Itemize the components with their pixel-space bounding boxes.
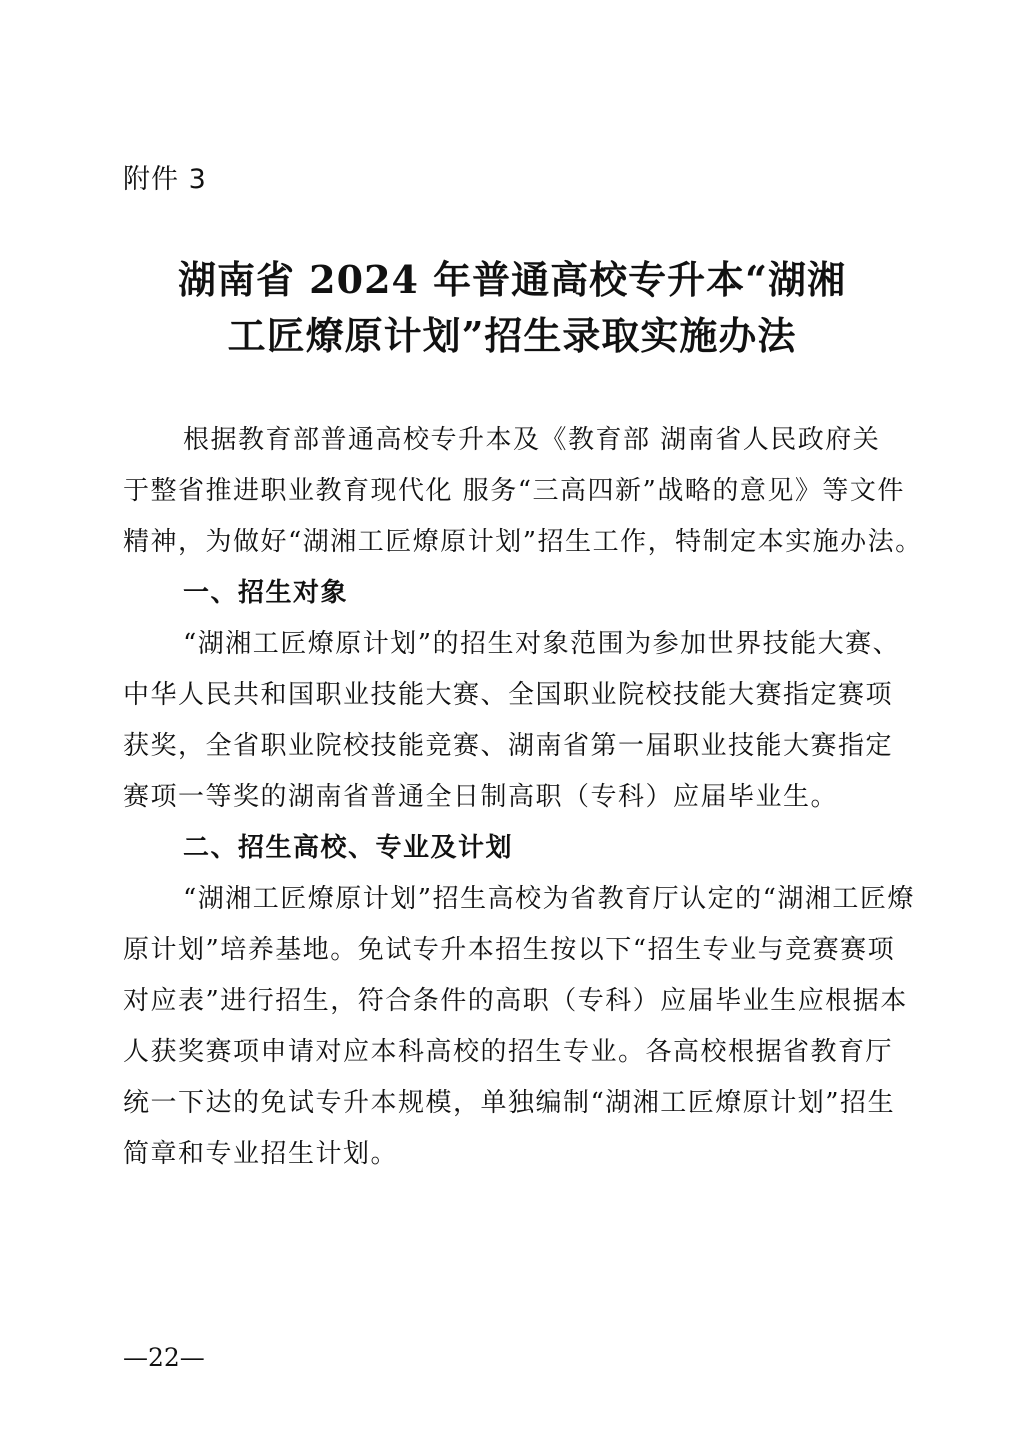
- title-line-1: 湖南省 2024 年普通高校专升本“湖湘: [177, 257, 847, 302]
- paragraph-line: 人获奖赛项申请对应本科高校的招生专业。各高校根据省教育厅: [123, 1037, 894, 1067]
- paragraph-line: “湖湘工匠燎原计划”的招生对象范围为参加世界技能大赛、: [183, 629, 901, 659]
- title-line-2: 工匠燎原计划”招生录取实施办法: [227, 313, 797, 358]
- section-heading: 一、招生对象: [183, 578, 349, 608]
- document-title: [0, 252, 1024, 364]
- paragraph-line: “湖湘工匠燎原计划”招生高校为省教育厅认定的“湖湘工匠燎: [183, 884, 915, 914]
- intro-line: 根据教育部普通高校专升本及《教育部 湖南省人民政府关: [183, 425, 881, 455]
- paragraph-line: 获奖，全省职业院校技能竞赛、湖南省第一届职业技能大赛指定: [123, 731, 894, 761]
- paragraph-line: 简章和专业招生计划。: [123, 1139, 399, 1169]
- intro-line: 于整省推进职业教育现代化 服务“三高四新”战略的意见》等文件: [123, 476, 905, 506]
- paragraph-line: 统一下达的免试专升本规模，单独编制“湖湘工匠燎原计划”招生: [123, 1088, 896, 1118]
- paragraph-line: 对应表”进行招生，符合条件的高职（专科）应届毕业生应根据本: [123, 986, 908, 1016]
- paragraph-line: 赛项一等奖的湖南省普通全日制高职（专科）应届毕业生。: [123, 782, 839, 812]
- intro-line: 精神，为做好“湖湘工匠燎原计划”招生工作，特制定本实施办法。: [123, 527, 923, 557]
- page-number: —22—: [123, 1343, 205, 1372]
- paragraph-line: 中华人民共和国职业技能大赛、全国职业院校技能大赛指定赛项: [123, 680, 894, 710]
- attachment-label: 附件 3: [123, 164, 207, 195]
- paragraph-line: 原计划”培养基地。免试专升本招生按以下“招生专业与竞赛赛项: [123, 935, 896, 965]
- document-body: [123, 415, 923, 1180]
- section-heading: 二、招生高校、专业及计划: [183, 833, 514, 863]
